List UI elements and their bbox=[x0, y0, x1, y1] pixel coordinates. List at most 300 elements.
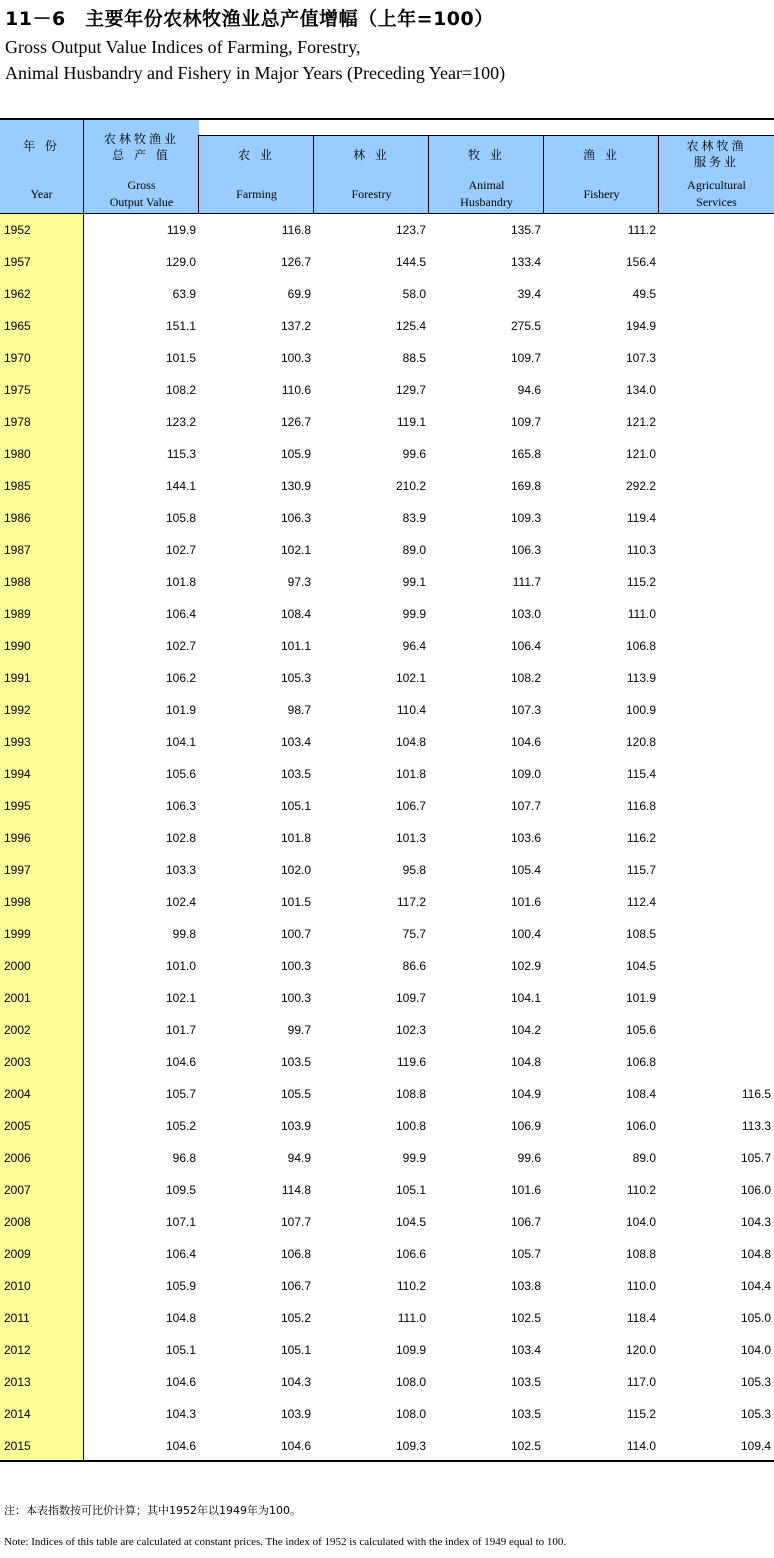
cell-year: 1975 bbox=[4, 383, 31, 397]
cell-forestry: 99.9 bbox=[402, 1151, 426, 1165]
cell-forestry: 129.7 bbox=[395, 383, 426, 397]
cell-fishery: 112.4 bbox=[626, 895, 656, 909]
table-row bbox=[0, 982, 774, 1014]
cell-year: 2006 bbox=[4, 1151, 31, 1165]
cell-farming: 69.9 bbox=[287, 287, 311, 301]
cell-year: 2011 bbox=[4, 1311, 30, 1325]
cell-farming: 126.7 bbox=[280, 255, 311, 269]
cell-farming: 94.9 bbox=[287, 1151, 311, 1165]
table-row bbox=[0, 1046, 774, 1078]
cell-forestry: 109.7 bbox=[395, 991, 426, 1005]
table-row bbox=[0, 822, 774, 854]
cell-animal-husbandry: 109.7 bbox=[510, 351, 541, 365]
cell-farming: 98.7 bbox=[287, 703, 311, 717]
cell-year: 2001 bbox=[4, 991, 31, 1005]
header-divider-3 bbox=[428, 135, 429, 214]
cell-animal-husbandry: 133.4 bbox=[510, 255, 541, 269]
cell-forestry: 75.7 bbox=[402, 927, 426, 941]
table-row bbox=[0, 1366, 774, 1398]
header-fishery-cn: 渔 业 bbox=[583, 148, 620, 162]
table-row bbox=[0, 1334, 774, 1366]
cell-farming: 105.1 bbox=[280, 1343, 311, 1357]
table-title-cn: 11－6 主要年份农林牧渔业总产值增幅（上年=100） bbox=[5, 8, 494, 30]
cell-forestry: 106.6 bbox=[395, 1247, 426, 1261]
cell-farming: 137.2 bbox=[280, 319, 311, 333]
cell-forestry: 104.8 bbox=[395, 735, 426, 749]
cell-forestry: 108.0 bbox=[395, 1407, 426, 1421]
cell-farming: 105.3 bbox=[280, 671, 311, 685]
cell-forestry: 210.2 bbox=[395, 479, 426, 493]
cell-animal-husbandry: 102.9 bbox=[510, 959, 541, 973]
cell-gross: 105.7 bbox=[165, 1087, 196, 1101]
cell-farming: 100.3 bbox=[280, 959, 311, 973]
cell-gross: 102.8 bbox=[165, 831, 196, 845]
cell-gross: 96.8 bbox=[172, 1151, 196, 1165]
cell-farming: 103.5 bbox=[280, 767, 311, 781]
table-row bbox=[0, 630, 774, 662]
cell-fishery: 120.0 bbox=[625, 1343, 656, 1357]
cell-year: 2002 bbox=[4, 1023, 31, 1037]
cell-year: 1980 bbox=[4, 447, 31, 461]
cell-gross: 107.1 bbox=[165, 1215, 196, 1229]
cell-gross: 101.0 bbox=[165, 959, 196, 973]
header-gross-cn-1: 农林牧渔业 bbox=[103, 132, 179, 146]
cell-agricultural-services: 106.0 bbox=[740, 1183, 771, 1197]
cell-gross: 105.9 bbox=[165, 1279, 196, 1293]
cell-year: 2008 bbox=[4, 1215, 31, 1229]
cell-year: 1965 bbox=[4, 319, 31, 333]
header-farming-en: Farming bbox=[236, 187, 277, 201]
cell-fishery: 292.2 bbox=[625, 479, 656, 493]
cell-gross: 104.6 bbox=[165, 1375, 196, 1389]
cell-fishery: 110.3 bbox=[626, 543, 656, 557]
cell-gross: 108.2 bbox=[165, 383, 196, 397]
cell-farming: 100.3 bbox=[280, 991, 311, 1005]
cell-animal-husbandry: 104.6 bbox=[510, 735, 541, 749]
cell-farming: 106.7 bbox=[280, 1279, 311, 1293]
cell-farming: 130.9 bbox=[280, 479, 311, 493]
cell-forestry: 83.9 bbox=[402, 511, 426, 525]
cell-gross: 106.4 bbox=[165, 607, 196, 621]
header-farming-cn: 农 业 bbox=[238, 148, 275, 162]
cell-animal-husbandry: 275.5 bbox=[510, 319, 541, 333]
cell-animal-husbandry: 108.2 bbox=[510, 671, 541, 685]
table-row bbox=[0, 790, 774, 822]
cell-year: 1957 bbox=[4, 255, 31, 269]
cell-farming: 106.8 bbox=[280, 1247, 311, 1261]
table-title-en-line2: Animal Husbandry and Fishery in Major Years (Preceding Year=100) bbox=[5, 63, 506, 83]
cell-animal-husbandry: 107.3 bbox=[510, 703, 541, 717]
cell-year: 1978 bbox=[4, 415, 31, 429]
cell-gross: 63.9 bbox=[172, 287, 196, 301]
table-row bbox=[0, 886, 774, 918]
cell-forestry: 95.8 bbox=[402, 863, 426, 877]
cell-year: 1986 bbox=[4, 511, 31, 525]
cell-fishery: 108.5 bbox=[625, 927, 656, 941]
table-row bbox=[0, 1174, 774, 1206]
cell-fishery: 115.4 bbox=[626, 767, 656, 781]
cell-fishery: 156.4 bbox=[625, 255, 656, 269]
cell-animal-husbandry: 106.4 bbox=[510, 639, 541, 653]
cell-year: 1999 bbox=[4, 927, 31, 941]
table-row bbox=[0, 1270, 774, 1302]
cell-gross: 103.3 bbox=[165, 863, 196, 877]
cell-gross: 105.8 bbox=[165, 511, 196, 525]
cell-fishery: 121.0 bbox=[625, 447, 656, 461]
header-divider-4 bbox=[543, 135, 544, 214]
cell-year: 2000 bbox=[4, 959, 31, 973]
cell-year: 2003 bbox=[4, 1055, 31, 1069]
table-row bbox=[0, 1078, 774, 1110]
cell-year: 1998 bbox=[4, 895, 31, 909]
header-forestry-cn: 林 业 bbox=[353, 148, 390, 162]
cell-agricultural-services: 105.0 bbox=[740, 1311, 771, 1325]
cell-agricultural-services: 104.3 bbox=[740, 1215, 771, 1229]
cell-fishery: 101.9 bbox=[625, 991, 656, 1005]
cell-farming: 103.9 bbox=[280, 1407, 311, 1421]
cell-gross: 119.9 bbox=[166, 223, 196, 237]
cell-year: 2014 bbox=[4, 1407, 31, 1421]
cell-farming: 103.4 bbox=[280, 735, 311, 749]
cell-gross: 104.6 bbox=[165, 1439, 196, 1453]
cell-farming: 106.3 bbox=[280, 511, 311, 525]
cell-animal-husbandry: 102.5 bbox=[510, 1439, 541, 1453]
cell-farming: 100.3 bbox=[280, 351, 311, 365]
cell-forestry: 86.6 bbox=[402, 959, 426, 973]
table-row bbox=[0, 1206, 774, 1238]
cell-farming: 126.7 bbox=[280, 415, 311, 429]
cell-forestry: 110.4 bbox=[396, 703, 426, 717]
cell-farming: 97.3 bbox=[287, 575, 311, 589]
cell-fishery: 108.8 bbox=[625, 1247, 656, 1261]
table-row bbox=[0, 214, 774, 246]
cell-animal-husbandry: 104.1 bbox=[510, 991, 541, 1005]
cell-forestry: 144.5 bbox=[395, 255, 426, 269]
cell-fishery: 104.0 bbox=[625, 1215, 656, 1229]
cell-fishery: 49.5 bbox=[632, 287, 656, 301]
header-gap bbox=[199, 119, 774, 135]
cell-gross: 105.2 bbox=[165, 1119, 196, 1133]
cell-fishery: 134.0 bbox=[625, 383, 656, 397]
cell-forestry: 100.8 bbox=[395, 1119, 426, 1133]
cell-agricultural-services: 104.8 bbox=[740, 1247, 771, 1261]
table-row bbox=[0, 374, 774, 406]
table-row bbox=[0, 1142, 774, 1174]
cell-forestry: 106.7 bbox=[395, 799, 426, 813]
cell-animal-husbandry: 109.3 bbox=[510, 511, 541, 525]
cell-animal-husbandry: 104.2 bbox=[510, 1023, 541, 1037]
header-services-en-2: Services bbox=[696, 195, 737, 209]
cell-forestry: 104.5 bbox=[395, 1215, 426, 1229]
cell-fishery: 194.9 bbox=[625, 319, 656, 333]
cell-year: 1997 bbox=[4, 863, 31, 877]
cell-year: 2010 bbox=[4, 1279, 31, 1293]
header-gross-en-1: Gross bbox=[127, 178, 156, 192]
cell-farming: 105.1 bbox=[280, 799, 311, 813]
table-row bbox=[0, 1430, 774, 1462]
cell-gross: 104.1 bbox=[165, 735, 196, 749]
cell-animal-husbandry: 109.0 bbox=[510, 767, 541, 781]
cell-fishery: 117.0 bbox=[626, 1375, 656, 1389]
cell-fishery: 118.4 bbox=[626, 1311, 656, 1325]
cell-animal-husbandry: 103.4 bbox=[510, 1343, 541, 1357]
table-row bbox=[0, 278, 774, 310]
cell-gross: 106.3 bbox=[165, 799, 196, 813]
cell-animal-husbandry: 104.8 bbox=[510, 1055, 541, 1069]
cell-fishery: 119.4 bbox=[626, 511, 656, 525]
header-animal-cn: 牧 业 bbox=[468, 148, 505, 162]
cell-animal-husbandry: 109.7 bbox=[510, 415, 541, 429]
cell-year: 2012 bbox=[4, 1343, 31, 1357]
cell-gross: 102.7 bbox=[165, 639, 196, 653]
cell-gross: 106.4 bbox=[165, 1247, 196, 1261]
header-top-rule bbox=[0, 118, 774, 120]
cell-farming: 110.6 bbox=[281, 383, 311, 397]
header-services-cn-1: 农林牧渔 bbox=[686, 139, 747, 153]
table-row bbox=[0, 726, 774, 758]
cell-year: 1992 bbox=[4, 703, 31, 717]
cell-gross: 102.1 bbox=[165, 991, 196, 1005]
table-title-en-line1: Gross Output Value Indices of Farming, Forestry, bbox=[5, 37, 361, 57]
cell-agricultural-services: 104.4 bbox=[740, 1279, 771, 1293]
cell-forestry: 99.9 bbox=[402, 607, 426, 621]
cell-agricultural-services: 116.5 bbox=[741, 1087, 771, 1101]
cell-forestry: 58.0 bbox=[402, 287, 426, 301]
cell-gross: 105.6 bbox=[165, 767, 196, 781]
cell-gross: 101.7 bbox=[165, 1023, 196, 1037]
cell-forestry: 117.2 bbox=[396, 895, 426, 909]
cell-year: 1995 bbox=[4, 799, 31, 813]
header-sub-rule bbox=[199, 135, 774, 136]
cell-animal-husbandry: 103.8 bbox=[510, 1279, 541, 1293]
table-row bbox=[0, 310, 774, 342]
table-row bbox=[0, 662, 774, 694]
cell-farming: 104.3 bbox=[280, 1375, 311, 1389]
cell-fishery: 108.4 bbox=[625, 1087, 656, 1101]
header-forestry-en: Forestry bbox=[351, 187, 392, 201]
cell-forestry: 101.8 bbox=[395, 767, 426, 781]
table-row bbox=[0, 1302, 774, 1334]
cell-farming: 104.6 bbox=[280, 1439, 311, 1453]
cell-year: 1985 bbox=[4, 479, 31, 493]
cell-forestry: 111.0 bbox=[397, 1311, 426, 1325]
cell-year: 1993 bbox=[4, 735, 31, 749]
header-animal-en-2: Husbandry bbox=[460, 195, 513, 209]
cell-animal-husbandry: 111.7 bbox=[512, 575, 541, 589]
cell-forestry: 109.3 bbox=[395, 1439, 426, 1453]
cell-year: 1991 bbox=[4, 671, 31, 685]
cell-gross: 101.5 bbox=[165, 351, 196, 365]
cell-animal-husbandry: 106.9 bbox=[510, 1119, 541, 1133]
cell-year: 2009 bbox=[4, 1247, 31, 1261]
cell-animal-husbandry: 39.4 bbox=[517, 287, 541, 301]
cell-forestry: 119.1 bbox=[396, 415, 426, 429]
cell-forestry: 102.1 bbox=[395, 671, 426, 685]
cell-gross: 104.6 bbox=[165, 1055, 196, 1069]
cell-year: 1996 bbox=[4, 831, 31, 845]
cell-farming: 103.5 bbox=[280, 1055, 311, 1069]
table-body bbox=[0, 214, 774, 1462]
cell-gross: 99.8 bbox=[172, 927, 196, 941]
cell-gross: 104.8 bbox=[165, 1311, 196, 1325]
cell-forestry: 101.3 bbox=[395, 831, 426, 845]
cell-forestry: 102.3 bbox=[395, 1023, 426, 1037]
cell-forestry: 88.5 bbox=[402, 351, 426, 365]
footnote-en: Note: Indices of this table are calculated at constant prices. The index of 1952 is calculated with the index of 1949 equal to 100. bbox=[4, 1536, 567, 1548]
footnote-cn: 注：本表指数按可比价计算；其中1952年以1949年为100。 bbox=[4, 1504, 301, 1517]
cell-year: 1989 bbox=[4, 607, 31, 621]
cell-farming: 100.7 bbox=[280, 927, 311, 941]
table-bottom-rule bbox=[0, 1460, 774, 1462]
cell-animal-husbandry: 105.7 bbox=[510, 1247, 541, 1261]
cell-fishery: 111.2 bbox=[627, 223, 656, 237]
cell-gross: 104.3 bbox=[165, 1407, 196, 1421]
header-year-en: Year bbox=[30, 187, 53, 201]
cell-animal-husbandry: 106.7 bbox=[510, 1215, 541, 1229]
cell-forestry: 99.6 bbox=[402, 447, 426, 461]
cell-animal-husbandry: 103.5 bbox=[510, 1407, 541, 1421]
cell-forestry: 105.1 bbox=[395, 1183, 426, 1197]
cell-fishery: 116.2 bbox=[626, 831, 656, 845]
cell-farming: 101.5 bbox=[280, 895, 311, 909]
cell-forestry: 96.4 bbox=[402, 639, 426, 653]
cell-agricultural-services: 104.0 bbox=[740, 1343, 771, 1357]
cell-year: 1988 bbox=[4, 575, 31, 589]
cell-fishery: 115.2 bbox=[626, 1407, 656, 1421]
cell-agricultural-services: 105.3 bbox=[740, 1407, 771, 1421]
cell-fishery: 100.9 bbox=[625, 703, 656, 717]
cell-gross: 151.1 bbox=[165, 319, 196, 333]
cell-gross: 115.3 bbox=[166, 447, 196, 461]
cell-fishery: 115.2 bbox=[626, 575, 656, 589]
table-row bbox=[0, 950, 774, 982]
cell-farming: 99.7 bbox=[287, 1023, 311, 1037]
table-row bbox=[0, 918, 774, 950]
table-row bbox=[0, 1398, 774, 1430]
cell-animal-husbandry: 105.4 bbox=[510, 863, 541, 877]
cell-animal-husbandry: 99.6 bbox=[517, 1151, 541, 1165]
cell-farming: 102.0 bbox=[280, 863, 311, 877]
cell-gross: 101.8 bbox=[165, 575, 196, 589]
cell-farming: 103.9 bbox=[280, 1119, 311, 1133]
cell-fishery: 110.2 bbox=[626, 1183, 656, 1197]
header-divider-5 bbox=[658, 135, 659, 214]
table-row bbox=[0, 1014, 774, 1046]
cell-gross: 109.5 bbox=[165, 1183, 196, 1197]
cell-agricultural-services: 113.3 bbox=[741, 1119, 771, 1133]
cell-forestry: 110.2 bbox=[396, 1279, 426, 1293]
cell-farming: 108.4 bbox=[280, 607, 311, 621]
cell-animal-husbandry: 94.6 bbox=[517, 383, 541, 397]
header-fishery-en: Fishery bbox=[583, 187, 620, 201]
cell-year: 2005 bbox=[4, 1119, 31, 1133]
cell-animal-husbandry: 100.4 bbox=[510, 927, 541, 941]
cell-gross: 144.1 bbox=[165, 479, 196, 493]
cell-farming: 102.1 bbox=[280, 543, 311, 557]
table-row bbox=[0, 438, 774, 470]
cell-year: 1990 bbox=[4, 639, 31, 653]
cell-animal-husbandry: 165.8 bbox=[510, 447, 541, 461]
cell-fishery: 104.5 bbox=[625, 959, 656, 973]
header-services-cn-2: 服务业 bbox=[693, 155, 739, 169]
table-row bbox=[0, 1110, 774, 1142]
cell-forestry: 119.6 bbox=[396, 1055, 426, 1069]
cell-year: 1952 bbox=[4, 223, 31, 237]
table-row bbox=[0, 694, 774, 726]
cell-forestry: 125.4 bbox=[395, 319, 426, 333]
cell-year: 2004 bbox=[4, 1087, 31, 1101]
cell-farming: 116.8 bbox=[281, 223, 311, 237]
cell-agricultural-services: 105.3 bbox=[740, 1375, 771, 1389]
cell-agricultural-services: 109.4 bbox=[740, 1439, 771, 1453]
cell-farming: 114.8 bbox=[281, 1183, 311, 1197]
cell-fishery: 115.7 bbox=[626, 863, 656, 877]
cell-year: 2007 bbox=[4, 1183, 31, 1197]
cell-forestry: 89.0 bbox=[402, 543, 426, 557]
cell-gross: 102.7 bbox=[165, 543, 196, 557]
cell-fishery: 106.8 bbox=[625, 1055, 656, 1069]
cell-year: 2015 bbox=[4, 1439, 31, 1453]
cell-year: 1987 bbox=[4, 543, 31, 557]
cell-farming: 105.5 bbox=[280, 1087, 311, 1101]
cell-fishery: 89.0 bbox=[632, 1151, 656, 1165]
cell-fishery: 113.9 bbox=[626, 671, 656, 685]
cell-forestry: 99.1 bbox=[402, 575, 426, 589]
header-year-cn: 年 份 bbox=[23, 139, 60, 153]
table-row bbox=[0, 758, 774, 790]
cell-animal-husbandry: 101.6 bbox=[510, 1183, 541, 1197]
cell-forestry: 108.0 bbox=[395, 1375, 426, 1389]
cell-fishery: 116.8 bbox=[626, 799, 656, 813]
cell-fishery: 114.0 bbox=[626, 1439, 656, 1453]
table-row bbox=[0, 470, 774, 502]
cell-gross: 102.4 bbox=[165, 895, 196, 909]
cell-fishery: 106.0 bbox=[625, 1119, 656, 1133]
cell-farming: 105.9 bbox=[280, 447, 311, 461]
header-divider-2 bbox=[313, 135, 314, 214]
cell-animal-husbandry: 103.6 bbox=[510, 831, 541, 845]
table-row bbox=[0, 1238, 774, 1270]
cell-forestry: 109.9 bbox=[395, 1343, 426, 1357]
table-row bbox=[0, 406, 774, 438]
header-services-en-1: Agricultural bbox=[687, 178, 746, 192]
cell-farming: 105.2 bbox=[280, 1311, 311, 1325]
cell-gross: 123.2 bbox=[165, 415, 196, 429]
cell-gross: 101.9 bbox=[165, 703, 196, 717]
cell-year: 1994 bbox=[4, 767, 31, 781]
table-row bbox=[0, 246, 774, 278]
table-row bbox=[0, 598, 774, 630]
cell-animal-husbandry: 102.5 bbox=[510, 1311, 541, 1325]
cell-fishery: 110.0 bbox=[626, 1279, 656, 1293]
header-gross-cn-2: 总 产 值 bbox=[112, 148, 171, 162]
cell-animal-husbandry: 103.0 bbox=[510, 607, 541, 621]
cell-gross: 105.1 bbox=[165, 1343, 196, 1357]
table-row bbox=[0, 566, 774, 598]
cell-farming: 101.8 bbox=[280, 831, 311, 845]
header-gross-en-2: Output Value bbox=[109, 195, 174, 209]
cell-fishery: 106.8 bbox=[625, 639, 656, 653]
header-divider-1 bbox=[198, 135, 199, 214]
header-animal-en-1: Animal bbox=[468, 178, 505, 192]
cell-animal-husbandry: 169.8 bbox=[510, 479, 541, 493]
cell-fishery: 107.3 bbox=[625, 351, 656, 365]
cell-fishery: 111.0 bbox=[627, 607, 656, 621]
table-row bbox=[0, 502, 774, 534]
cell-animal-husbandry: 104.9 bbox=[510, 1087, 541, 1101]
cell-animal-husbandry: 103.5 bbox=[510, 1375, 541, 1389]
cell-fishery: 120.8 bbox=[625, 735, 656, 749]
